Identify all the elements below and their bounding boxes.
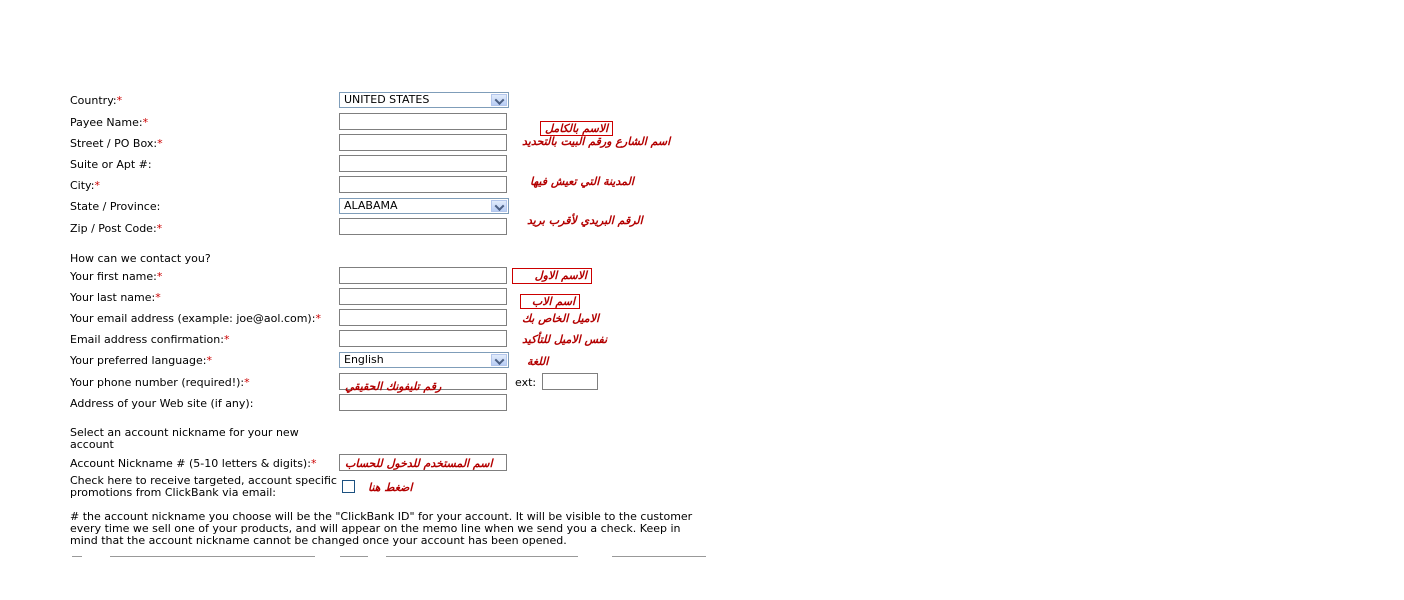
divider xyxy=(340,556,368,557)
street-input[interactable] xyxy=(339,134,507,151)
annotation-email: الاميل الخاص بك xyxy=(522,312,600,325)
divider xyxy=(612,556,706,557)
annotation-zip: الرقم البريدي لأقرب بريد xyxy=(527,214,643,227)
annotation-nickname: اسم المستخدم للدخول للحساب xyxy=(345,457,493,470)
first-name-label: Your first name:* xyxy=(70,270,163,283)
chevron-down-icon[interactable] xyxy=(491,354,507,366)
website-input[interactable] xyxy=(339,394,507,411)
annotation-promo: اضغط هنا xyxy=(368,481,413,494)
email-confirm-label: Email address confirmation:* xyxy=(70,333,230,346)
payee-name-label: Payee Name:* xyxy=(70,116,149,129)
phone-label: Your phone number (required!):* xyxy=(70,376,250,389)
nickname-heading: Select an account nickname for your new account xyxy=(70,426,299,451)
language-label: Your preferred language:* xyxy=(70,354,212,367)
annotation-language: اللغة xyxy=(527,355,549,368)
city-input[interactable] xyxy=(339,176,507,193)
email-label: Your email address (example: joe@aol.com):* xyxy=(70,312,321,325)
zip-input[interactable] xyxy=(339,218,507,235)
language-select[interactable]: English xyxy=(339,352,509,368)
divider xyxy=(72,556,82,557)
annotation-city: المدينة التي تعيش فيها xyxy=(530,175,634,188)
state-select[interactable]: ALABAMA xyxy=(339,198,509,214)
nickname-label: Account Nickname # (5-10 letters & digits):* xyxy=(70,457,317,470)
last-name-input[interactable] xyxy=(339,288,507,305)
first-name-input[interactable] xyxy=(339,267,507,284)
country-label: Country:* xyxy=(70,94,123,107)
city-label: City:* xyxy=(70,179,100,192)
street-label: Street / PO Box:* xyxy=(70,137,163,150)
payee-name-input[interactable] xyxy=(339,113,507,130)
annotation-street: اسم الشارع ورقم البيت بالتحديد xyxy=(522,135,671,148)
nickname-footnote: # the account nickname you choose will be the "ClickBank ID" for your account. It will be visible to the customer every time we sell one of your products, and will appear on the memo line when we send you a check. Keep in mind that the account nickname cannot be changed once your account has been opened. xyxy=(70,510,693,547)
state-label: State / Province: xyxy=(70,200,161,213)
annotation-payee: الاسم بالكامل xyxy=(540,121,613,136)
country-select[interactable]: UNITED STATES xyxy=(339,92,509,108)
chevron-down-icon[interactable] xyxy=(491,94,507,106)
promo-checkbox[interactable] xyxy=(342,480,355,493)
divider xyxy=(386,556,578,557)
suite-label: Suite or Apt #: xyxy=(70,158,152,171)
annotation-email-confirm: نفس الاميل للتأكيد xyxy=(522,333,608,346)
chevron-down-icon[interactable] xyxy=(491,200,507,212)
ext-input[interactable] xyxy=(542,373,598,390)
zip-label: Zip / Post Code:* xyxy=(70,222,163,235)
email-confirm-input[interactable] xyxy=(339,330,507,347)
annotation-first-name: الاسم الاول xyxy=(512,268,592,284)
promo-label: Check here to receive targeted, account specific promotions from ClickBank via email: xyxy=(70,474,337,499)
suite-input[interactable] xyxy=(339,155,507,172)
contact-heading: How can we contact you? xyxy=(70,252,211,265)
annotation-phone: رقم تليفونك الحقيقي xyxy=(345,380,442,393)
ext-label: ext: xyxy=(515,376,537,389)
website-label: Address of your Web site (if any): xyxy=(70,397,254,410)
email-input[interactable] xyxy=(339,309,507,326)
divider xyxy=(110,556,315,557)
last-name-label: Your last name:* xyxy=(70,291,161,304)
annotation-last-name: اسم الاب xyxy=(520,294,580,309)
